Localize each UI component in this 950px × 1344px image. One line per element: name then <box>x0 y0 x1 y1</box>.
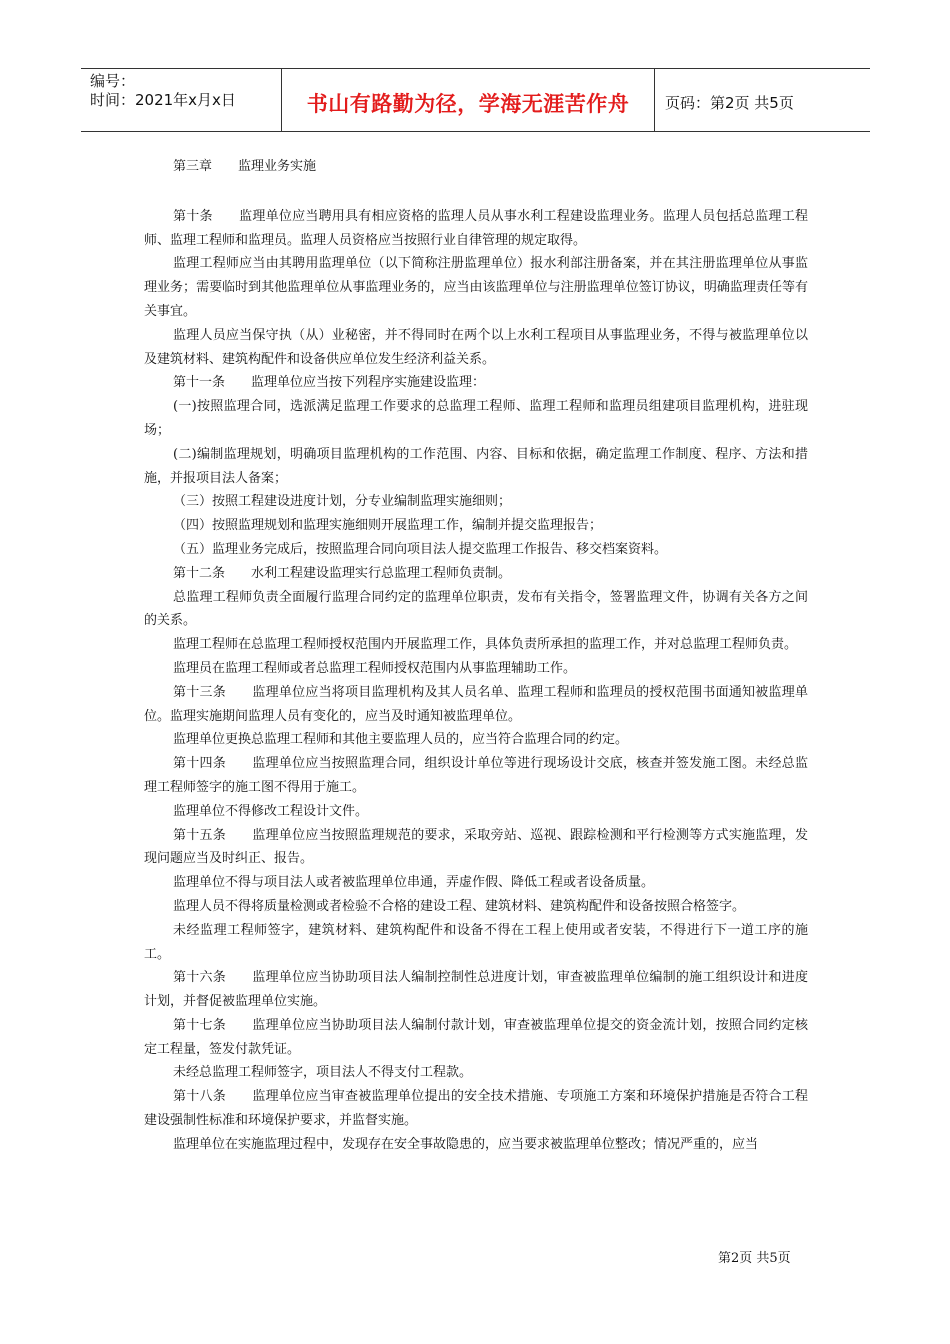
list-item: （三）按照工程建设进度计划，分专业编制监理实施细则； <box>173 494 512 510</box>
header-page-cell <box>655 69 870 131</box>
article-14: 第十四条 监理单位应当按照监理合同，组织设计单位等进行现场设计交底，核查并签发施工图。未经总监理工程师签字的施工图不得用于施工。 <box>144 756 808 795</box>
paragraph: 监理工程师在总监理工程师授权范围内开展监理工作，具体负责所承担的监理工作，并对总监理工程师负责。 <box>173 637 798 653</box>
header-info-cell <box>81 69 282 131</box>
article-13: 第十三条 监理单位应当将项目监理机构及其人员名单、监理工程师和监理员的授权范围书面通知被监理单位。监理实施期间监理人员有变化的，应当及时通知被监理单位。 <box>144 684 808 724</box>
paragraph: 未经监理工程师签字，建筑材料、建筑构配件和设备不得在工程上使用或者安装，不得进行下一道工序的施工。 <box>144 922 808 962</box>
header-page-code: 页码：第2页 共5页 <box>665 94 794 112</box>
paragraph: 监理工程师应当由其聘用监理单位（以下简称注册监理单位）报水利部注册备案，并在其注册监理单位从事监理业务；需要临时到其他监理单位从事监理业务的，应当由该监理单位与注册监理单位签订协议，明确监理责任等有关事宜。 <box>144 256 808 319</box>
list-item: (一)按照监理合同，选派满足监理工作要求的总监理工程师、监理工程师和监理员组建项目监理机构，进驻现场； <box>144 399 808 438</box>
article-17: 第十七条 监理单位应当协助项目法人编制付款计划，审查被监理单位提交的资金流计划，按照合同约定核定工程量，签发付款凭证。 <box>144 1017 808 1057</box>
paragraph: 监理单位在实施监理过程中，发现存在安全事故隐患的，应当要求被监理单位整改；情况严重的，应当 <box>173 1136 759 1152</box>
article-11: 第十一条 监理单位应当按下列程序实施建设监理： <box>173 375 486 391</box>
document-date-label: 时间：2021年x月x日 <box>90 91 236 109</box>
header-motto-cell <box>282 69 655 131</box>
article-10: 第十条 监理单位应当聘用具有相应资格的监理人员从事水利工程建设监理业务。监理人员包括总监理工程师、监理工程师和监理员。监理人员资格应当按照行业自律管理的规定取得。 <box>144 208 808 248</box>
chapter-heading: 第三章 监理业务实施 <box>173 159 317 174</box>
list-item: （四）按照监理规划和监理实施细则开展监理工作，编制并提交监理报告； <box>173 518 603 534</box>
paragraph: 监理人员应当保守执（从）业秘密，并不得同时在两个以上水利工程项目从事监理业务，不得与被监理单位以及建筑材料、建筑构配件和设备供应单位发生经济利益关系。 <box>144 327 808 367</box>
list-item: (二)编制监理规划，明确项目监理机构的工作范围、内容、目标和依据，确定监理工作制度、程序、方法和措施，并报项目法人备案； <box>144 446 808 486</box>
article-16: 第十六条 监理单位应当协助项目法人编制控制性总进度计划，审查被监理单位编制的施工组织设计和进度计划，并督促被监理单位实施。 <box>144 970 808 1010</box>
document-body <box>144 155 808 1157</box>
paragraph: 监理单位不得与项目法人或者被监理单位串通，弄虚作假、降低工程或者设备质量。 <box>173 875 655 891</box>
paragraph: 监理单位更换总监理工程师和其他主要监理人员的，应当符合监理合同的约定。 <box>173 732 629 748</box>
document-number-label: 编号： <box>90 72 136 90</box>
header-motto: 书山有路勤为径，学海无涯苦作舟 <box>306 92 630 116</box>
article-15: 第十五条 监理单位应当按照监理规范的要求，采取旁站、巡视、跟踪检测和平行检测等方式实施监理，发现问题应当及时纠正、报告。 <box>144 827 808 867</box>
paragraph: 未经总监理工程师签字，项目法人不得支付工程款。 <box>173 1065 473 1081</box>
article-12: 第十二条 水利工程建设监理实行总监理工程师负责制。 <box>173 565 512 581</box>
list-item: （五）监理业务完成后，按照监理合同向项目法人提交监理工作报告、移交档案资料。 <box>173 541 668 557</box>
article-18: 第十八条 监理单位应当审查被监理单位提出的安全技术措施、专项施工方案和环境保护措施是否符合工程建设强制性标准和环境保护要求，并监督实施。 <box>144 1089 808 1129</box>
paragraph: 监理单位不得修改工程设计文件。 <box>173 803 369 819</box>
paragraph: 监理员在监理工程师或者总监理工程师授权范围内从事监理辅助工作。 <box>173 660 577 676</box>
paragraph: 总监理工程师负责全面履行监理合同约定的监理单位职责，发布有关指令，签署监理文件，协调有关各方之间的关系。 <box>144 589 808 629</box>
page-header <box>81 68 870 132</box>
page-footer-number: 第2页 共5页 <box>718 1251 791 1266</box>
paragraph: 监理人员不得将质量检测或者检验不合格的建设工程、建筑材料、建筑构配件和设备按照合格签字。 <box>173 898 746 914</box>
